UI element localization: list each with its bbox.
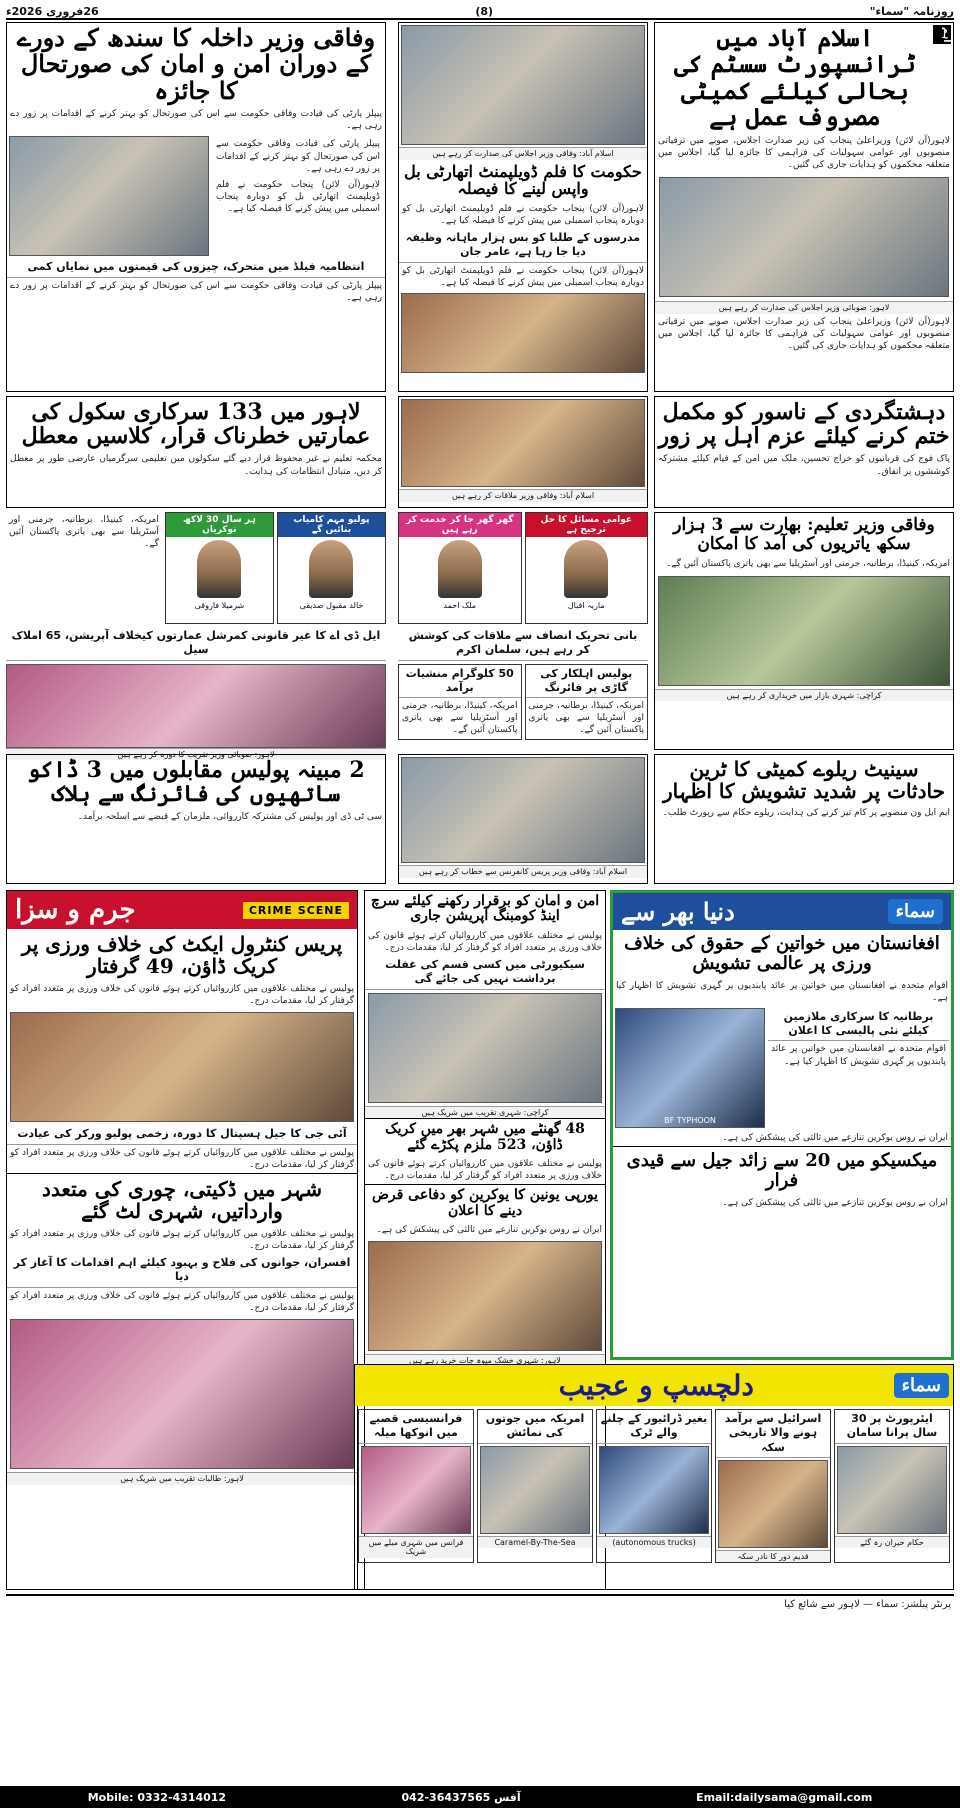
bottom-strip [6, 1594, 954, 1778]
world-body: اقوام متحدہ نے افغانستان میں خواتین پر عائد پابندیوں پر گہری تشویش کا اظہار کیا ہے۔ [616, 980, 948, 1003]
dilchasp-head-1: ایئرپورٹ پر 30 سال پرانا سامان [835, 1410, 949, 1444]
mug-label-1: عوامی مسائل کا حل ترجیح ہے [526, 513, 648, 537]
meeting-photo [659, 177, 949, 297]
crime-title: جرم و سزا [15, 895, 136, 925]
top-center-body-2: لاہور(آن لائن) پنجاب حکومت نے فلم ڈویلپمنٹ اتھارٹی بل کو دوبارہ پنجاب اسمبلی میں پیش کرنے کا فیصلہ کیا ہے۔ [402, 265, 644, 288]
top-center-caption: اسلام آباد: وفاقی وزیر اجلاس کی صدارت کر رہے ہیں [399, 147, 647, 160]
shoes-photo [480, 1446, 590, 1534]
world-sub: برطانیہ کا سرکاری ملازمین کیلئے نئی پالیسی کا اعلان [768, 1008, 949, 1042]
small-story-1: پولیس اہلکار کی گاڑی پر فائرنگ [526, 665, 648, 699]
band2-left-story [6, 396, 386, 508]
center-lower-sub: سیکیورٹی میں کسی قسم کی غفلت برداشت نہیں کی جائے گی [365, 956, 605, 990]
middle-left-sub: ایل ڈی اے کا غیر قانونی کمرشل عمارتوں کیخلاف آپریشن، 65 املاک سیل [6, 627, 386, 661]
officials-photo [401, 25, 645, 145]
students-photo [10, 1319, 354, 1469]
band2-photo [401, 399, 645, 487]
band2-center-photo-box [398, 396, 648, 508]
middle-center-sub: بانی تحریک انصاف سے ملاقات کی کوشش کر رہے ہیں، سلمان اکرم [398, 627, 648, 661]
world-body-2: اقوام متحدہ نے افغانستان میں خواتین پر عائد پابندیوں پر گہری تشویش کا اظہار کیا ہے۔ [771, 1044, 946, 1067]
portrait-4 [197, 540, 241, 598]
masthead-title: روزنامہ "سماء" [869, 4, 954, 18]
madaris-headline: مدرسوں کے طلبا کو بس ہزار ماہانہ وظیفہ دیا جا رہا ہے، عامر جان [399, 229, 647, 263]
world-header [613, 893, 951, 930]
cabinet-photo [9, 136, 209, 256]
market-photo [658, 576, 950, 686]
world-body-4: ایران نے روس یوکرین تنازعے میں ثالثی کی پیشکش کی ہے۔ [722, 1197, 948, 1208]
top-left-col-1: پیپلز پارٹی کی قیادت وفاقی حکومت سے اس کی صورتحال کو بہتر کرنے کے اقدامات پر زور دے رہی ہے۔ [216, 139, 380, 174]
top-left-col-1b: لاہور(آن لائن) پنجاب حکومت نے فلم ڈویلپمنٹ اتھارٹی بل کو دوبارہ پنجاب اسمبلی میں پیش کرنے کا فیصلہ کیا ہے۔ [216, 179, 380, 215]
mug-label-2: گھر گھر جا کر خدمت کر رہے ہیں [399, 513, 521, 537]
dilchasp-item-4 [477, 1409, 593, 1563]
middle-right-caption: کراچی: شہری بازار میں خریداری کر رہے ہیں [655, 689, 953, 702]
band3-right-body: ایم ایل ون منصوبے پر کام تیز کرنے کی ہدایت، ریلوے حکام سے رپورٹ طلب۔ [662, 808, 950, 818]
top-right-body: لاہور(آن لائن) وزیراعلیٰ پنجاب کی زیر صدارت اجلاس، صوبے میں ترقیاتی منصوبوں اور عوامی سہولیات کی فراہمی کا جائزہ لیا گیا، اجلاس میں متعلقہ محکموں کو ہدایات جاری کی گئیں۔ [658, 135, 950, 170]
dilchasp-item-5 [358, 1409, 474, 1563]
band2-caption: اسلام آباد: وفاقی وزیر ملاقات کر رہے ہیں [399, 489, 647, 502]
footer-mobile: Mobile: 0332-4314012 [87, 1790, 227, 1804]
band3-left-headline: 2 مبینہ پولیس مقابلوں میں 3 ڈاکو ساتھیوں کی فائرنگ سے ہلاک [27, 757, 365, 808]
dilchasp-cap-2: قدیم دور کا نادر سکہ [716, 1550, 830, 1563]
center-lower-body-3: ایران نے روس یوکرین تنازعے میں ثالثی کی پیشکش کی ہے۔ [376, 1225, 602, 1236]
world-headline: افغانستان میں خواتین کے حقوق کی خلاف ورزی پر عالمی تشویش [624, 933, 940, 974]
middle-left-col: امریکہ، کینیڈا، برطانیہ، جرمنی اور آسٹریلیا سے بھی یاتری پاکستان آئیں گے۔ [9, 515, 159, 550]
center-lower-headline: امن و امان کو برقرار رکھنے کیلئے سرچ اینڈ کومبنگ آپریشن جاری [370, 893, 600, 925]
world-title: دنیا بھر سے [621, 897, 735, 926]
top-right-story [654, 22, 954, 392]
festival-photo [361, 1446, 471, 1534]
mug-card-4 [165, 512, 274, 624]
dilchasp-section [354, 1364, 954, 1590]
dilchasp-title: دلچسپ و عجیب [558, 1369, 754, 1402]
dilchasp-head-5: فرانسیسی قصبے میں انوکھا میلہ [359, 1410, 473, 1444]
band2-right-body: پاک فوج کی قربانیوں کو خراج تحسین، ملک میں امن کے قیام کیلئے مشترکہ کوششوں پر اتفاق۔ [658, 454, 950, 477]
top-left-story [6, 22, 386, 392]
dilchasp-cap-4: Caramel-By-The-Sea [478, 1536, 592, 1549]
band3-left-story [6, 754, 386, 884]
section-tag: اہم [933, 25, 951, 44]
middle-center [398, 512, 648, 750]
world-section [610, 890, 954, 1360]
crime-section [6, 890, 358, 1590]
top-left-body-2: پیپلز پارٹی کی قیادت وفاقی حکومت سے اس کی صورتحال کو بہتر کرنے کے اقدامات پر زور دے رہی ہے۔ [10, 280, 382, 303]
top-left-sub: انتظامیہ فیلڈ میں متحرک، چیزوں کی قیمتوں میں نمایاں کمی [7, 258, 385, 277]
portrait-3 [309, 540, 353, 598]
band2-left-headline: لاہور میں 133 سرکاری سکول کی عمارتیں خطرناک قرار، کلاسیں معطل [21, 399, 371, 450]
top-right-body-2: لاہور(آن لائن) وزیراعلیٰ پنجاب کی زیر صدارت اجلاس، صوبے میں ترقیاتی منصوبوں اور عوامی سہولیات کی فراہمی کا جائزہ لیا گیا، اجلاس میں متعلقہ محکموں کو ہدایات جاری کی گئیں۔ [658, 316, 950, 351]
top-right-headline: اسلام آباد میں ٹرانسپورٹ سسٹم کی بحالی کیلئے کمیٹی مصروف عمل ہے [674, 23, 916, 132]
crime-body-2: پولیس نے مختلف علاقوں میں کارروائیاں کرتے ہوئے قانون کی خلاف ورزی پر متعدد افراد کو گرفتار کر لیا، مقدمات درج۔ [10, 1147, 354, 1170]
dilchasp-head-3: بغیر ڈرائیور کے چلنے والے ٹرک [597, 1410, 711, 1444]
dilchasp-head-2: اسرائیل سے برآمد ہونے والا تاریخی سکہ [716, 1410, 830, 1458]
dilchasp-cap-5: فرانس میں شہری میلے میں شریک [359, 1536, 473, 1558]
small-body-2: امریکہ، کینیڈا، برطانیہ، جرمنی اور آسٹریلیا سے بھی یاتری پاکستان آئیں گے۔ [402, 701, 518, 736]
dilchasp-cap-1: حکام حیران رہ گئے [835, 1536, 949, 1549]
small-body-1: امریکہ، کینیڈا، برطانیہ، جرمنی اور آسٹریلیا سے بھی یاتری پاکستان آئیں گے۔ [528, 701, 644, 736]
center-lower-headline-2: 48 گھنٹے میں شہر بھر میں کریک ڈاؤن، 523 ملزم پکڑے گئے [365, 1118, 605, 1156]
dilchasp-cap-3: (autonomous trucks) [597, 1536, 711, 1549]
mug-label-4: ہر سال 30 لاکھ نوکریاں [166, 513, 273, 537]
truck-photo [599, 1446, 709, 1534]
office-photo [401, 293, 645, 373]
mug-row [398, 512, 648, 624]
ship-photo [615, 1008, 765, 1128]
band2-left-body: محکمہ تعلیم نے غیر محفوظ قرار دیے گئے سکولوں میں تعلیمی سرگرمیاں عارضی طور پر معطل کر دیں، متبادل انتظامات کی ہدایت۔ [10, 454, 382, 477]
dilchasp-logo: سماء [894, 1373, 949, 1398]
middle-left [6, 512, 386, 759]
top-center-story [398, 22, 648, 392]
hospital-photo [10, 1012, 354, 1122]
mug-label-3: پولیو مہم کامیاب بنائیں گے [278, 513, 385, 537]
crime-sub-2: افسران، جوانوں کی فلاح و بہبود کیلئے اہم اقدامات کا آغاز کر دیا [7, 1254, 357, 1288]
crime-headline-2: شہر میں ڈکیتی، چوری کی متعدد وارداتیں، شہری لٹ گئے [7, 1173, 357, 1226]
ship-label: BF TYPHOON [664, 1115, 716, 1125]
portrait-1 [564, 540, 608, 598]
dilchasp-item-3 [596, 1409, 712, 1563]
mug-card-2 [398, 512, 522, 624]
crime-body: پولیس نے مختلف علاقوں میں کارروائیاں کرتے ہوئے قانون کی خلاف ورزی پر متعدد افراد کو گرفتار کر لیا، مقدمات درج۔ [10, 984, 354, 1007]
crime-headline: پریس کنٹرول ایکٹ کی خلاف ورزی پر کریک ڈاؤن، 49 گرفتار [21, 932, 343, 978]
band2-right-headline: دہشتگردی کے ناسور کو مکمل ختم کرنے کیلئے عزم اہل پر زور [658, 399, 950, 450]
middle-right-story [654, 512, 954, 750]
portrait-2 [438, 540, 482, 598]
top-center-headline: حکومت کا فلم ڈویلپمنٹ اتھارٹی بل واپس لینے کا فیصلہ [404, 161, 642, 199]
mug-name-1: ماریہ اقبال [567, 601, 605, 610]
mug-row-2 [6, 512, 386, 624]
footer-email: Email:dailysama@gmail.com [696, 1790, 873, 1804]
center-lower-caption: کراچی: شہری تقریب میں شریک ہیں [365, 1106, 605, 1119]
crime-caption: لاہور: طالبات تقریب میں شریک ہیں [7, 1472, 357, 1485]
footer-office: 042-36437565 آفس [401, 1790, 521, 1804]
event-photo [368, 993, 602, 1103]
small-story-2: 50 کلوگرام منشیات برآمد [399, 665, 521, 699]
publisher-line: پرنٹر پبلشر: سماء — لاہور سے شائع کیا [784, 1599, 951, 1610]
top-right-caption: لاہور: صوبائی وزیر اجلاس کی صدارت کر رہے ہیں [655, 301, 953, 314]
band3-left-body: سی ٹی ڈی اور پولیس کی مشترکہ کارروائی، ملزمان کے قبضے سے اسلحہ برآمد۔ [77, 812, 382, 823]
world-headline-2: میکسیکو میں 20 سے زائد جیل سے قیدی فرار [613, 1146, 951, 1195]
masthead [6, 4, 954, 20]
middle-right-body: امریکہ، کینیڈا، برطانیہ، جرمنی اور آسٹریلیا سے بھی یاتری پاکستان آئیں گے۔ [666, 559, 950, 570]
masthead-date: 26فروری 2026ء [6, 4, 99, 18]
visit-photo [6, 664, 386, 748]
dryfruit-photo [368, 1241, 602, 1351]
dilchasp-item-2 [715, 1409, 831, 1563]
center-lower-body-2: پولیس نے مختلف علاقوں میں کارروائیاں کرتے ہوئے قانون کی خلاف ورزی پر متعدد افراد کو گرفتار کر لیا، مقدمات درج۔ [368, 1159, 602, 1182]
mug-card-3 [277, 512, 386, 624]
top-left-headline: وفاقی وزیر داخلہ کا سندھ کے دورے کے دوران امن و امان کی صورتحال کا جائزہ [16, 23, 376, 105]
crime-sub: آئی جی کا جیل ہسپتال کا دورہ، زخمی پولیو ورکر کی عیادت [7, 1125, 357, 1144]
crime-body-4: پولیس نے مختلف علاقوں میں کارروائیاں کرتے ہوئے قانون کی خلاف ورزی پر متعدد افراد کو گرفتار کر لیا، مقدمات درج۔ [10, 1290, 354, 1313]
band3-right-story [654, 754, 954, 884]
crime-header [7, 891, 357, 929]
footer [0, 1786, 960, 1808]
band3-right-headline: سینیٹ ریلوے کمیٹی کا ٹرین حادثات پر شدید تشویش کا اظہار [663, 757, 945, 803]
dilchasp-item-1 [834, 1409, 950, 1563]
dilchasp-header [355, 1365, 953, 1406]
dilchasp-head-4: امریکہ میں جوتوں کی نمائش [478, 1410, 592, 1444]
world-body-3: ایران نے روس یوکرین تنازعے میں ثالثی کی پیشکش کی ہے۔ [722, 1132, 948, 1143]
crime-tag: CRIME SCENE [243, 902, 349, 919]
center-lower-body: پولیس نے مختلف علاقوں میں کارروائیاں کرتے ہوئے قانون کی خلاف ورزی پر متعدد افراد کو گرفتار کر لیا، مقدمات درج۔ [368, 930, 602, 953]
coin-photo [718, 1460, 828, 1548]
mug-card-1 [525, 512, 649, 624]
band3-center [398, 754, 648, 884]
press-photo [401, 757, 645, 863]
mug-name-2: ملک احمد [443, 601, 477, 610]
center-lower-headline-3: یورپی یونین کا یوکرین کو دفاعی قرض دینے کا اعلان [365, 1184, 605, 1222]
airport-photo [837, 1446, 947, 1534]
middle-left-caption: لاہور: صوبائی وزیر تقریب کا دورہ کر رہے ہیں [6, 748, 386, 761]
masthead-issue: (8) [475, 4, 494, 18]
dilchasp-items [355, 1406, 953, 1566]
center-lower-caption-2: لاہور: شہری خشک میوہ جات خرید رہے ہیں [365, 1354, 605, 1367]
top-left-body: پیپلز پارٹی کی قیادت وفاقی حکومت سے اس کی صورتحال کو بہتر کرنے کے اقدامات پر زور دے رہی ہے۔ [10, 109, 382, 132]
crime-body-3: پولیس نے مختلف علاقوں میں کارروائیاں کرتے ہوئے قانون کی خلاف ورزی پر متعدد افراد کو گرفتار کر لیا، مقدمات درج۔ [10, 1228, 354, 1251]
mug-name-3: خالد مقبول صدیقی [299, 601, 364, 610]
top-center-body: لاہور(آن لائن) پنجاب حکومت نے فلم ڈویلپمنٹ اتھارٹی بل کو دوبارہ پنجاب اسمبلی میں پیش کرنے کا فیصلہ کیا ہے۔ [402, 203, 644, 226]
band2-right-story [654, 396, 954, 508]
band3-caption: اسلام آباد: وفاقی وزیر پریس کانفرنس سے خطاب کر رہے ہیں [399, 865, 647, 878]
mug-name-4: شرمیلا فاروقی [194, 601, 245, 610]
middle-right-headline: وفاقی وزیر تعلیم: بھارت سے 3 ہزار سکھ یاتریوں کی آمد کا امکان [673, 515, 935, 554]
world-logo: سماء [888, 899, 943, 924]
